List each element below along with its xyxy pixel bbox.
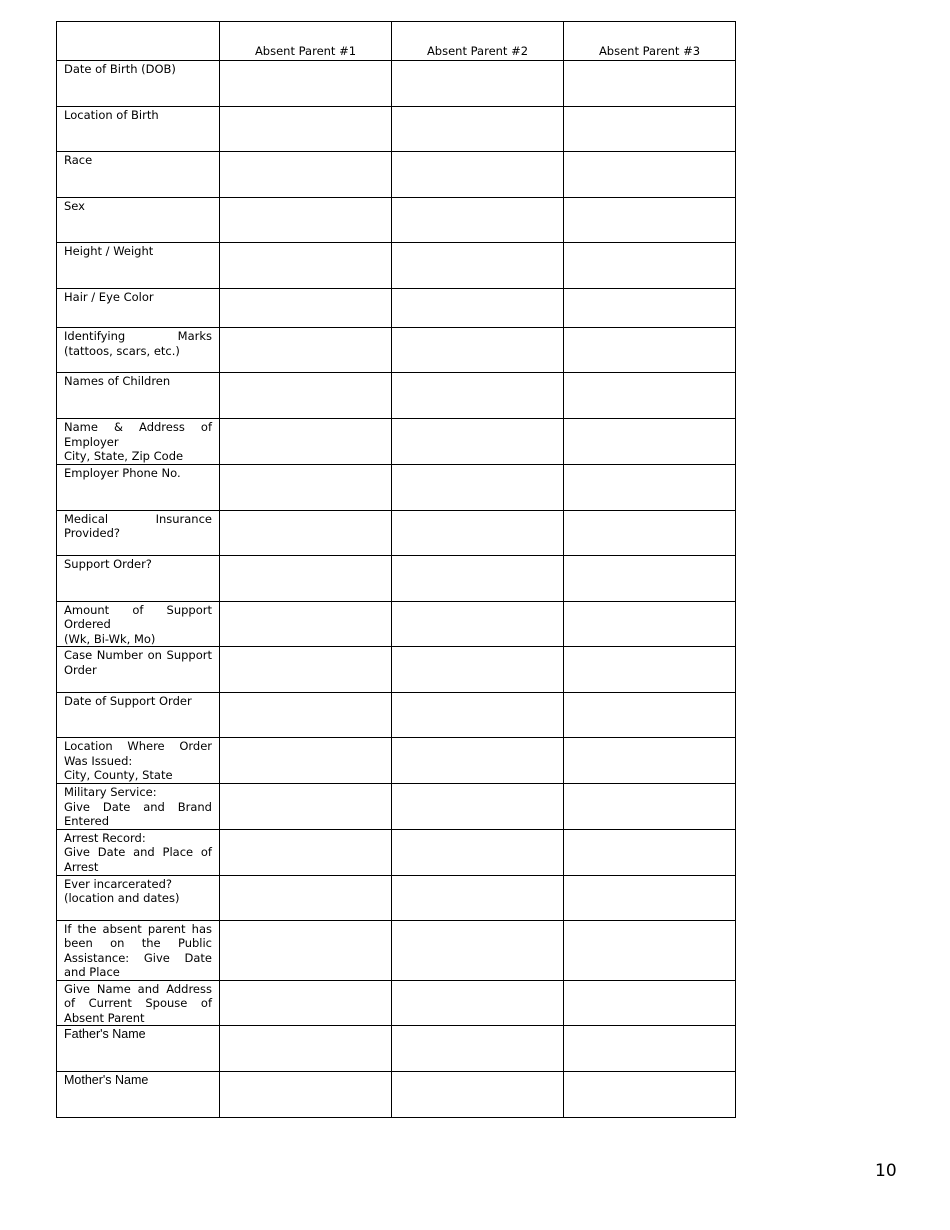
- entry-cell-parent-2[interactable]: [392, 152, 564, 198]
- table-row: [57, 555, 736, 601]
- field-label: [57, 61, 220, 107]
- field-label-line: Amount of Support Ordered: [64, 602, 212, 631]
- field-label-line: Date of Support Order: [64, 694, 192, 708]
- entry-cell-parent-3[interactable]: [564, 1072, 736, 1118]
- table-row: [57, 693, 736, 738]
- table-row: [57, 289, 736, 328]
- entry-cell-parent-3[interactable]: [564, 1026, 736, 1072]
- table-row: [57, 829, 736, 875]
- form-body: [57, 61, 736, 1118]
- entry-cell-parent-1[interactable]: [220, 647, 392, 693]
- field-label: [57, 693, 220, 738]
- entry-cell-parent-2[interactable]: [392, 328, 564, 373]
- entry-cell-parent-2[interactable]: [392, 1026, 564, 1072]
- table-row: [57, 464, 736, 510]
- field-label: [57, 289, 220, 328]
- entry-cell-parent-2[interactable]: [392, 61, 564, 107]
- entry-cell-parent-2[interactable]: [392, 555, 564, 601]
- entry-cell-parent-1[interactable]: [220, 1026, 392, 1072]
- entry-cell-parent-2[interactable]: [392, 289, 564, 328]
- table-row: [57, 784, 736, 830]
- field-label-line: (location and dates): [64, 891, 180, 905]
- field-label: [57, 243, 220, 289]
- entry-cell-parent-3[interactable]: [564, 464, 736, 510]
- field-label-line: Location Where Order Was Issued:: [64, 739, 212, 768]
- entry-cell-parent-3[interactable]: [564, 980, 736, 1026]
- field-label-line: Location of Birth: [64, 108, 159, 122]
- table-row: [57, 1072, 736, 1118]
- entry-cell-parent-1[interactable]: [220, 289, 392, 328]
- entry-cell-parent-1[interactable]: [220, 107, 392, 152]
- entry-cell-parent-3[interactable]: [564, 152, 736, 198]
- entry-cell-parent-1[interactable]: [220, 328, 392, 373]
- field-label: [57, 419, 220, 465]
- table-row: [57, 980, 736, 1026]
- entry-cell-parent-3[interactable]: [564, 243, 736, 289]
- field-label: [57, 464, 220, 510]
- entry-cell-parent-2[interactable]: [392, 784, 564, 830]
- header-blank-cell: [57, 22, 220, 61]
- entry-cell-parent-1[interactable]: [220, 198, 392, 243]
- table-row: [57, 920, 736, 980]
- field-label-line: Father's Name: [64, 1027, 146, 1041]
- field-label: [57, 875, 220, 920]
- entry-cell-parent-2[interactable]: [392, 107, 564, 152]
- entry-cell-parent-3[interactable]: [564, 555, 736, 601]
- entry-cell-parent-2[interactable]: [392, 198, 564, 243]
- entry-cell-parent-3[interactable]: [564, 601, 736, 647]
- entry-cell-parent-3[interactable]: [564, 829, 736, 875]
- entry-cell-parent-1[interactable]: [220, 464, 392, 510]
- table-row: [57, 647, 736, 693]
- entry-cell-parent-1[interactable]: [220, 61, 392, 107]
- field-label: [57, 328, 220, 373]
- entry-cell-parent-2[interactable]: [392, 510, 564, 555]
- entry-cell-parent-2[interactable]: [392, 464, 564, 510]
- entry-cell-parent-1[interactable]: [220, 738, 392, 784]
- entry-cell-parent-3[interactable]: [564, 198, 736, 243]
- field-label: [57, 1026, 220, 1072]
- entry-cell-parent-1[interactable]: [220, 373, 392, 419]
- table-row: [57, 1026, 736, 1072]
- field-label: [57, 980, 220, 1026]
- field-label: [57, 198, 220, 243]
- entry-cell-parent-1[interactable]: [220, 693, 392, 738]
- field-label-line: Name & Address of Employer: [64, 420, 212, 449]
- entry-cell-parent-3[interactable]: [564, 875, 736, 920]
- entry-cell-parent-1[interactable]: [220, 920, 392, 980]
- table-row: [57, 152, 736, 198]
- entry-cell-parent-3[interactable]: [564, 419, 736, 465]
- field-label-line: Identifying Marks (tattoos, scars, etc.): [64, 329, 212, 358]
- field-label-line: Names of Children: [64, 374, 171, 388]
- entry-cell-parent-2[interactable]: [392, 980, 564, 1026]
- table-row: [57, 198, 736, 243]
- entry-cell-parent-3[interactable]: [564, 693, 736, 738]
- entry-cell-parent-1[interactable]: [220, 555, 392, 601]
- field-label-line: (Wk, Bi-Wk, Mo): [64, 631, 156, 646]
- entry-cell-parent-2[interactable]: [392, 647, 564, 693]
- entry-cell-parent-1[interactable]: [220, 875, 392, 920]
- header-absent-parent-2: Absent Parent #2: [392, 22, 564, 61]
- field-label-line: Medical Insurance Provided?: [64, 511, 212, 540]
- entry-cell-parent-2[interactable]: [392, 419, 564, 465]
- field-label: [57, 829, 220, 875]
- field-label-line: Mother's Name: [64, 1073, 149, 1087]
- field-label-line: Military Service:: [64, 785, 157, 799]
- entry-cell-parent-3[interactable]: [564, 328, 736, 373]
- entry-cell-parent-1[interactable]: [220, 829, 392, 875]
- field-label-line: Give Name and Address of Current Spouse of Absent Parent: [64, 981, 212, 1025]
- entry-cell-parent-3[interactable]: [564, 289, 736, 328]
- entry-cell-parent-1[interactable]: [220, 243, 392, 289]
- table-row: [57, 510, 736, 555]
- table-row: [57, 61, 736, 107]
- entry-cell-parent-2[interactable]: [392, 738, 564, 784]
- entry-cell-parent-2[interactable]: [392, 829, 564, 875]
- entry-cell-parent-1[interactable]: [220, 419, 392, 465]
- entry-cell-parent-2[interactable]: [392, 373, 564, 419]
- entry-cell-parent-1[interactable]: [220, 1072, 392, 1118]
- entry-cell-parent-2[interactable]: [392, 601, 564, 647]
- field-label-line: Support Order?: [64, 556, 152, 571]
- entry-cell-parent-1[interactable]: [220, 152, 392, 198]
- field-label-line: Race: [64, 153, 93, 167]
- field-label: [57, 647, 220, 693]
- entry-cell-parent-1[interactable]: [220, 510, 392, 555]
- field-label: [57, 920, 220, 980]
- field-label: [57, 152, 220, 198]
- table-row: [57, 107, 736, 152]
- field-label-line: City, County, State: [64, 768, 173, 782]
- absent-parent-info-table: [56, 21, 736, 1118]
- field-label-line: Case Number on Support Order: [64, 648, 212, 677]
- field-label-line: Hair / Eye Color: [64, 290, 154, 304]
- field-label: [57, 555, 220, 601]
- entry-cell-parent-2[interactable]: [392, 1072, 564, 1118]
- field-label: [57, 373, 220, 419]
- field-label-line: Give Date and Place of Arrest: [64, 845, 212, 874]
- header-absent-parent-3: Absent Parent #3: [564, 22, 736, 61]
- entry-cell-parent-3[interactable]: [564, 738, 736, 784]
- field-label-line: Height / Weight: [64, 244, 154, 258]
- entry-cell-parent-3[interactable]: [564, 61, 736, 107]
- entry-cell-parent-2[interactable]: [392, 243, 564, 289]
- field-label: [57, 510, 220, 555]
- field-label: [57, 107, 220, 152]
- table-row: [57, 738, 736, 784]
- field-label: [57, 1072, 220, 1118]
- field-label: [57, 784, 220, 830]
- table-row: [57, 601, 736, 647]
- table-row: [57, 419, 736, 465]
- page-number: 10: [875, 1161, 897, 1181]
- field-label-line: Ever incarcerated?: [64, 876, 173, 891]
- field-label-line: Employer Phone No.: [64, 465, 181, 480]
- field-label: [57, 601, 220, 647]
- field-label-line: If the absent parent has been on the Public Assistance: Give Date and Place: [64, 921, 212, 979]
- field-label-line: Give Date and Brand Entered: [64, 799, 212, 828]
- table-row: [57, 373, 736, 419]
- table-row: [57, 875, 736, 920]
- field-label-line: Sex: [64, 199, 85, 213]
- entry-cell-parent-1[interactable]: [220, 601, 392, 647]
- field-label-line: Arrest Record:: [64, 830, 146, 845]
- field-label-line: City, State, Zip Code: [64, 449, 184, 463]
- entry-cell-parent-3[interactable]: [564, 510, 736, 555]
- header-row: [57, 22, 736, 61]
- entry-cell-parent-3[interactable]: [564, 784, 736, 830]
- entry-cell-parent-2[interactable]: [392, 875, 564, 920]
- entry-cell-parent-1[interactable]: [220, 784, 392, 830]
- entry-cell-parent-3[interactable]: [564, 373, 736, 419]
- header-absent-parent-1: Absent Parent #1: [220, 22, 392, 61]
- entry-cell-parent-2[interactable]: [392, 693, 564, 738]
- table-row: [57, 243, 736, 289]
- field-label-line: Date of Birth (DOB): [64, 62, 176, 76]
- table-row: [57, 328, 736, 373]
- field-label: [57, 738, 220, 784]
- entry-cell-parent-3[interactable]: [564, 647, 736, 693]
- entry-cell-parent-3[interactable]: [564, 920, 736, 980]
- entry-cell-parent-3[interactable]: [564, 107, 736, 152]
- entry-cell-parent-2[interactable]: [392, 920, 564, 980]
- entry-cell-parent-1[interactable]: [220, 980, 392, 1026]
